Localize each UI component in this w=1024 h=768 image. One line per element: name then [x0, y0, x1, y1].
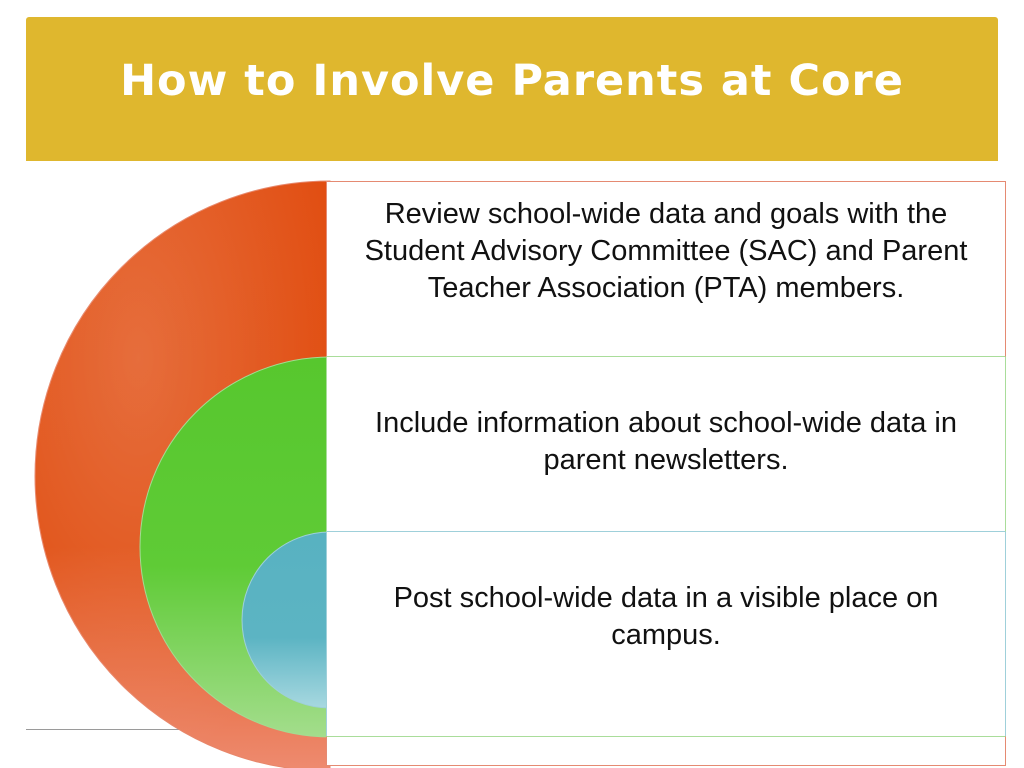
item-text-2: Include information about school-wide data in parent newsletters. [375, 407, 957, 476]
item-box-3 [326, 532, 1006, 708]
slide-title: How to Involve Parents at Core [120, 56, 904, 106]
teal-frame-strip [326, 707, 1006, 737]
orange-frame-strip [326, 736, 1006, 766]
item-box-1 [326, 181, 1006, 357]
item-text-1: Review school-wide data and goals with the Student Advisory Committee (SAC) and Parent Teacher Association (PTA) members. [364, 198, 968, 304]
item-text-3: Post school-wide data in a visible place on campus. [393, 582, 939, 651]
item-box-2 [326, 357, 1006, 532]
